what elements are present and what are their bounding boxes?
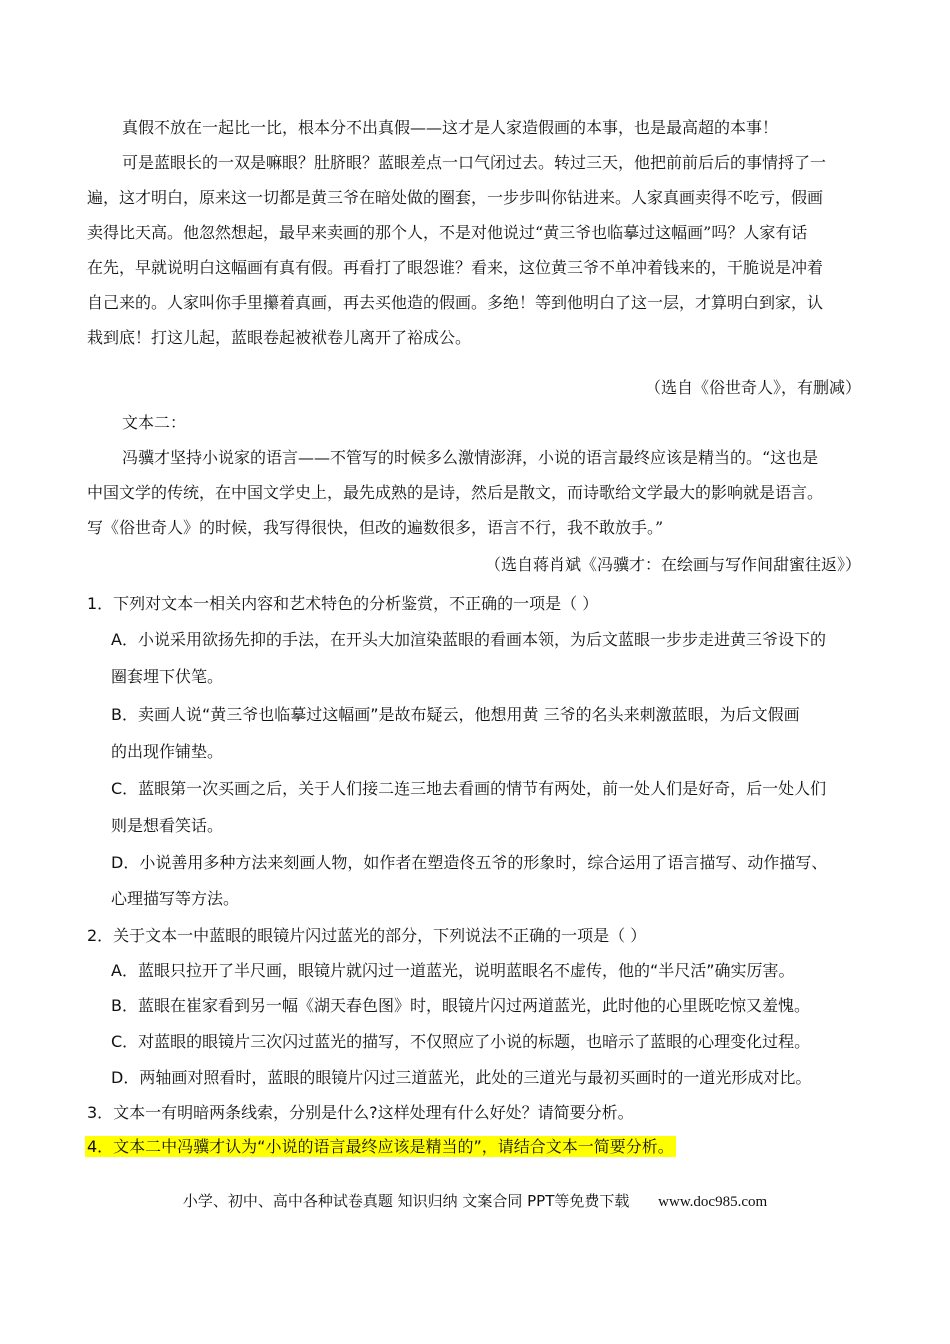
- question-1-option-b: B．卖画人说“黄三爷也临摹过这幅画”是故布疑云，他想用黄 三爷的名头来刺激蓝眼，为后文假画: [111, 705, 800, 724]
- question-3-stem: 3．文本一有明暗两条线索，分别是什么?这样处理有什么好处？请简要分析。: [87, 1103, 634, 1122]
- text2-line: 冯骥才坚持小说家的语言——不管写的时候多么激情澎湃，小说的语言最终应该是精当的。“这也是: [122, 448, 819, 467]
- question-4-stem-wrapper: [85, 1137, 676, 1157]
- question-1-option-d-cont: 心理描写等方法。: [111, 889, 240, 908]
- footer-text: 小学、初中、高中各种试卷真题 知识归纳 文案合同 PPT等免费下载: [182, 1192, 630, 1210]
- question-2-option-d: D．两轴画对照看时，蓝眼的眼镜片闪过三道蓝光，此处的三道光与最初买画时的一道光形成对比。: [111, 1068, 812, 1087]
- question-4-stem: 4．文本二中冯骥才认为“小说的语言最终应该是精当的”，请结合文本一简要分析。: [87, 1137, 674, 1156]
- question-1-option-a: A．小说采用欲扬先抑的手法，在开头大加渲染蓝眼的看画本领，为后文蓝眼一步步走进黄三爷设下的: [111, 630, 826, 649]
- text1-source: （选自《俗世奇人》，有删减）: [644, 378, 861, 397]
- text1-line: 栽到底！打这儿起，蓝眼卷起被袱卷儿离开了裕成公。: [87, 328, 472, 347]
- text2-line: 写《俗世奇人》的时候，我写得很快，但改的遍数很多，语言不行，我不敢放手。”: [87, 518, 664, 537]
- question-1-option-b-cont: 的出现作铺垫。: [111, 742, 224, 761]
- page-footer: [0, 1190, 950, 1211]
- text1-line: 自己来的。人家叫你手里攥着真画，再去买他造的假画。多绝！等到他明白了这一层，才算明白到家，认: [87, 293, 824, 312]
- question-2-option-a: A．蓝眼只拉开了半尺画，眼镜片就闪过一道蓝光，说明蓝眼名不虚传，他的“半尺活”确实厉害。: [111, 961, 795, 980]
- text2-heading: 文本二：: [122, 413, 187, 432]
- question-1-option-a-cont: 圈套埋下伏笔。: [111, 667, 224, 686]
- text1-line: 在先，早就说明白这幅画有真有假。再看打了眼怨谁？看来，这位黄三爷不单冲着钱来的，干脆说是冲着: [87, 258, 824, 277]
- question-1-stem: 1．下列对文本一相关内容和艺术特色的分析鉴赏，不正确的一项是（ ）: [87, 594, 599, 613]
- text2-source: （选自蒋肖斌《冯骥才：在绘画与写作间甜蜜往返》）: [484, 555, 861, 574]
- text1-line: 卖得比天高。他忽然想起，最早来卖画的那个人，不是对他说过“黄三爷也临摹过这幅画”吗？人家有话: [87, 223, 808, 242]
- text2-line: 中国文学的传统，在中国文学史上，最先成熟的是诗，然后是散文，而诗歌给文学最大的影响就是语言。: [87, 483, 824, 502]
- question-2-option-c: C．对蓝眼的眼镜片三次闪过蓝光的描写，不仅照应了小说的标题，也暗示了蓝眼的心理变化过程。: [111, 1032, 811, 1051]
- question-2-option-b: B．蓝眼在崔家看到另一幅《湖天春色图》时，眼镜片闪过两道蓝光，此时他的心里既吃惊又羞愧。: [111, 996, 810, 1015]
- question-1-option-c-cont: 则是想看笑话。: [111, 816, 224, 835]
- text1-line: 遍，这才明白，原来这一切都是黄三爷在暗处做的圈套，一步步叫你钻进来。人家真画卖得不吃亏，假画: [87, 188, 824, 207]
- question-1-option-d: D．小说善用多种方法来刻画人物，如作者在塑造佟五爷的形象时，综合运用了语言描写、动作描写、: [111, 853, 828, 872]
- question-2-stem: 2．关于文本一中蓝眼的眼镜片闪过蓝光的部分，下列说法不正确的一项是（ ）: [87, 926, 647, 945]
- footer-site-link[interactable]: www.doc985.com: [658, 1194, 768, 1210]
- text1-line: 可是蓝眼长的一双是嘛眼？肚脐眼？蓝眼差点一口气闭过去。转过三天，他把前前后后的事情捋了一: [122, 153, 827, 172]
- text1-line: 真假不放在一起比一比，根本分不出真假——这才是人家造假画的本事，也是最高超的本事！: [122, 118, 779, 137]
- question-1-option-c: C．蓝眼第一次买画之后，关于人们接二连三地去看画的情节有两处，前一处人们是好奇，后一处人们: [111, 779, 827, 798]
